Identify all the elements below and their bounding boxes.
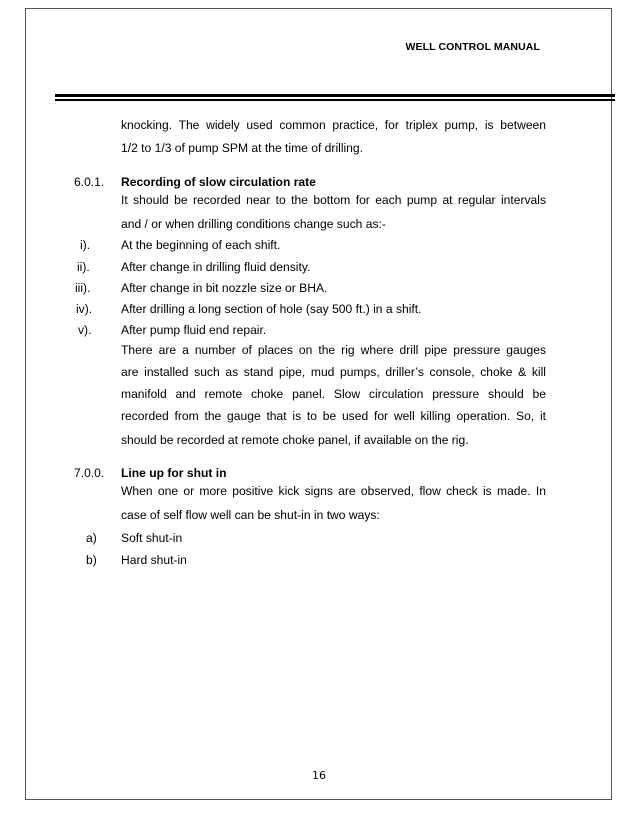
page-number: 16 <box>312 769 326 782</box>
section-601-closing-line-4: recorded from the gauge that is to be used for well killing operation. So, it <box>121 409 546 423</box>
section-601-para-line-2: and / or when drilling conditions change such as:- <box>121 217 386 231</box>
list-item: After change in drilling fluid density. <box>121 260 311 274</box>
list-marker: iv). <box>76 302 93 316</box>
intro-line-2: 1/2 to 1/3 of pump SPM at the time of drilling. <box>121 141 363 155</box>
list-item: Soft shut-in <box>121 531 183 545</box>
list-marker: i). <box>80 238 91 252</box>
list-item: After drilling a long section of hole (say 500 ft.) in a shift. <box>121 302 422 316</box>
list-item: After change in bit nozzle size or BHA. <box>121 281 328 295</box>
section-601-closing-line-2: are installed such as stand pipe, mud pumps, driller’s console, choke & kill <box>121 365 546 379</box>
section-title-700: Line up for shut in <box>121 466 227 480</box>
section-601-closing-line-3: manifold and remote choke panel. Slow circulation pressure should be <box>121 387 546 401</box>
list-marker: b) <box>86 553 97 567</box>
list-item: At the beginning of each shift. <box>121 238 281 252</box>
section-700-para-line-2: case of self flow well can be shut-in in two ways: <box>121 508 380 522</box>
section-number-700: 7.0.0. <box>74 466 105 480</box>
list-marker: iii). <box>75 281 91 295</box>
header-rule-thick <box>55 94 615 97</box>
section-number-601: 6.0.1. <box>74 175 105 189</box>
list-marker: v). <box>78 323 92 337</box>
section-title-601: Recording of slow circulation rate <box>121 175 316 189</box>
section-601-closing-line-1: There are a number of places on the rig where drill pipe pressure gauges <box>121 343 546 357</box>
intro-line-1: knocking. The widely used common practice, for triplex pump, is between <box>121 118 546 132</box>
running-header: WELL CONTROL MANUAL <box>405 41 540 53</box>
header-rule-thin <box>55 99 615 101</box>
section-601-para-line-1: It should be recorded near to the bottom for each pump at regular intervals <box>121 193 546 207</box>
list-item: After pump fluid end repair. <box>121 323 267 337</box>
section-601-closing-line-5: should be recorded at remote choke panel, if available on the rig. <box>121 433 469 447</box>
list-marker: a) <box>86 531 97 545</box>
section-700-para-line-1: When one or more positive kick signs are observed, flow check is made. In <box>121 484 546 498</box>
list-marker: ii). <box>77 260 90 274</box>
list-item: Hard shut-in <box>121 553 187 567</box>
